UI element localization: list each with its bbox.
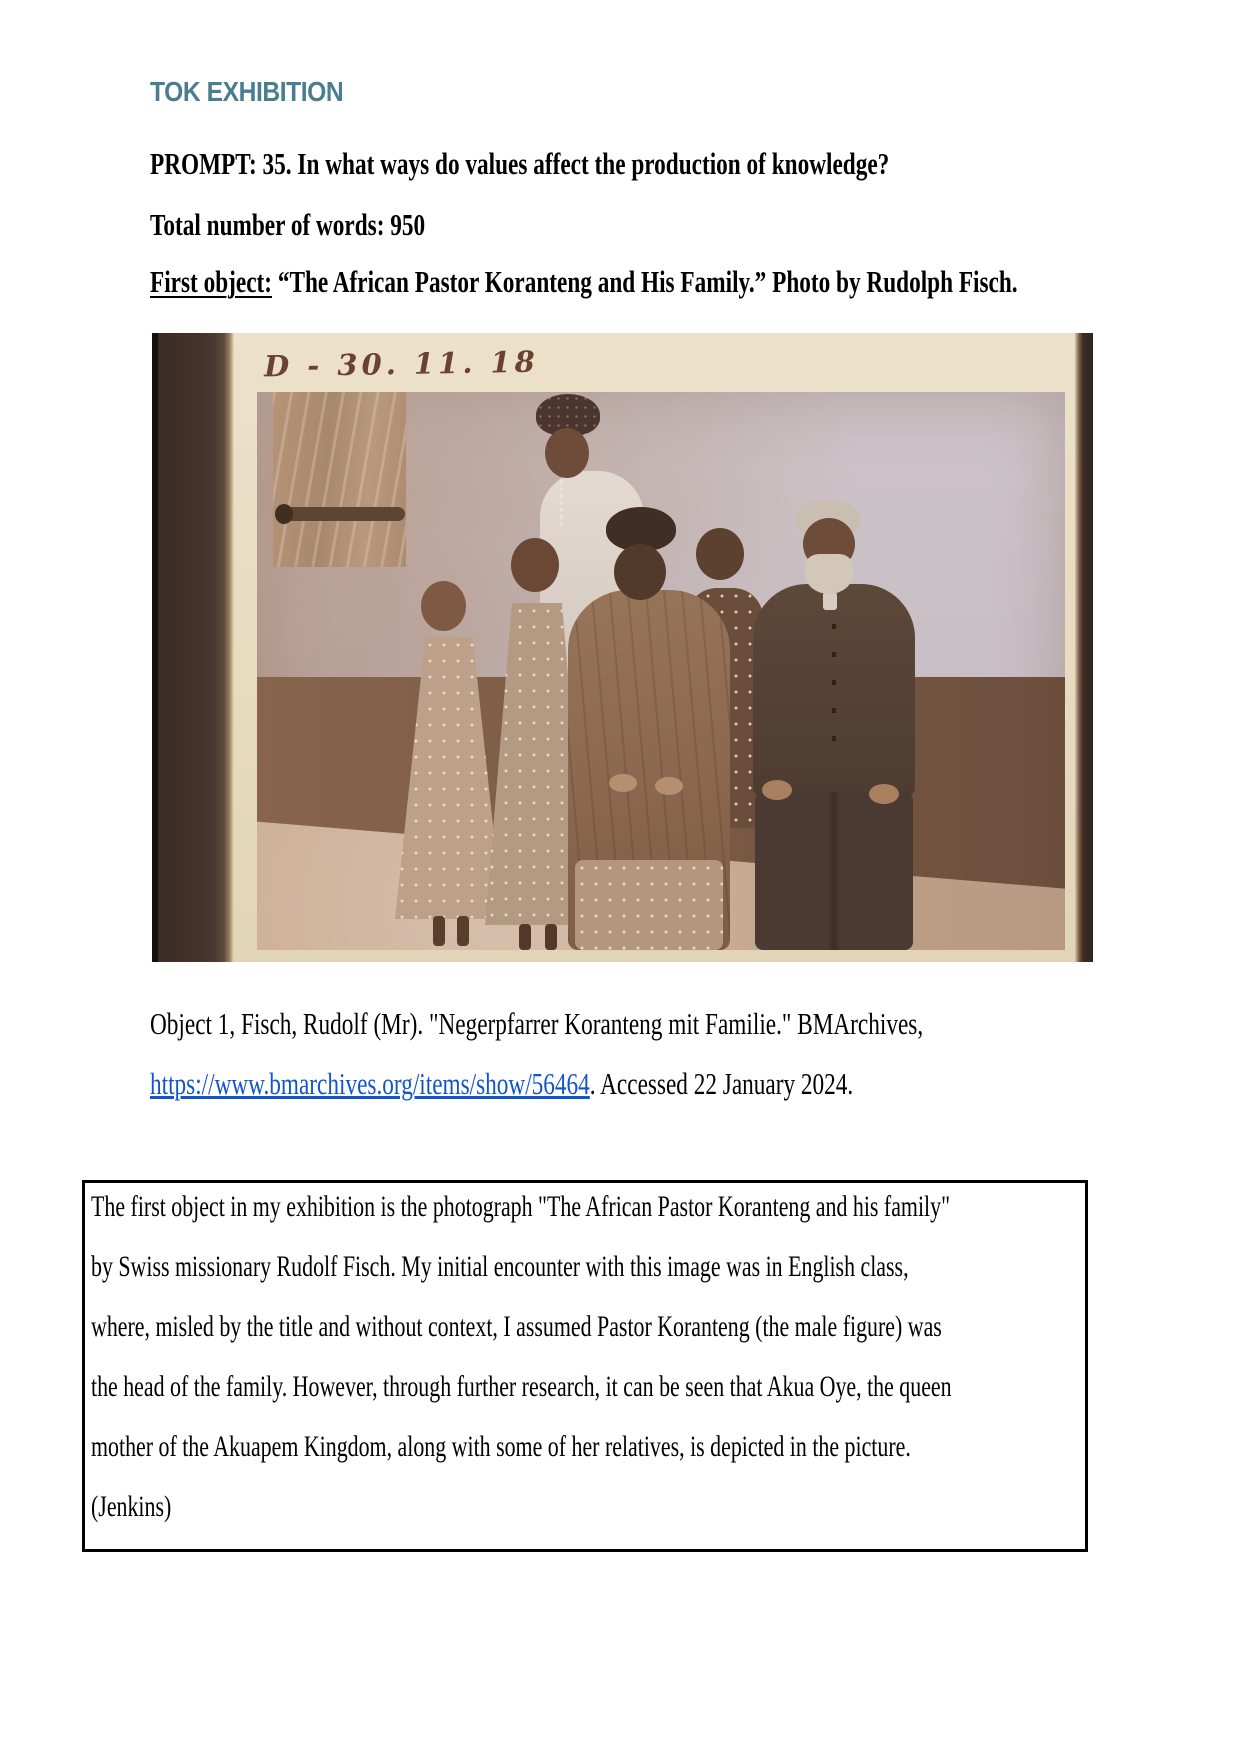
citation-line-1: Object 1, Fisch, Rudolf (Mr). "Negerpfarrer Koranteng mit Familie." BMArchives, [150, 1006, 924, 1041]
figure-child-left-head [421, 581, 466, 631]
commentary-line: (Jenkins) [91, 1490, 172, 1523]
page-title: TOK EXHIBITION [150, 76, 344, 107]
photo-window-shutter [273, 392, 406, 567]
commentary-line: mother of the Akuapem Kingdom, along with some of her relatives, is depicted in the picture. [91, 1430, 911, 1463]
commentary-line: the head of the family. However, through further research, it can be seen that Akua Oye, the queen [91, 1370, 952, 1403]
photo-left-edge-strip [152, 333, 234, 962]
figure-man-buttons [832, 624, 836, 744]
figure-seated-woman-hands [609, 774, 637, 792]
figure-girl-feet [519, 924, 531, 950]
citation-link[interactable]: https://www.bmarchives.org/items/show/56464 [150, 1066, 590, 1101]
photo-handwritten-date: D - 30. 11. 18 [263, 344, 540, 384]
commentary-line: where, misled by the title and without context, I assumed Pastor Koranteng (the male figure) was [91, 1310, 942, 1343]
word-count-line: Total number of words: 950 [150, 207, 426, 242]
photo-shutter-knob [275, 504, 293, 524]
photo-image-area [257, 392, 1065, 950]
archive-photograph [152, 333, 1093, 962]
figure-standing-woman-necklace [560, 480, 563, 526]
first-object-heading [150, 264, 1018, 300]
figure-seated-woman-face [614, 544, 666, 600]
figure-girl-head [511, 538, 559, 592]
first-object-label: First object: [150, 264, 273, 299]
figure-child-left-feet [433, 916, 445, 946]
figure-man-hands [762, 780, 792, 800]
photo-right-edge-strip [1075, 333, 1093, 962]
prompt-heading: PROMPT: 35. In what ways do values affect the production of knowledge? [150, 146, 890, 181]
photo-shutter-bar [283, 507, 405, 521]
first-object-title: “The African Pastor Koranteng and His Family.” Photo by Rudolph Fisch. [272, 264, 1018, 299]
commentary-line: The first object in my exhibition is the photograph "The African Pastor Koranteng and his family" [91, 1190, 951, 1223]
commentary-box [82, 1180, 1088, 1552]
figure-man-legs [755, 792, 913, 950]
commentary-line: by Swiss missionary Rudolf Fisch. My initial encounter with this image was in English class, [91, 1250, 909, 1283]
figure-man-collar [823, 592, 837, 610]
citation-access-date: . Accessed 22 January 2024. [589, 1066, 854, 1101]
figure-child-back-head [696, 528, 744, 580]
figure-man-beard [805, 554, 853, 594]
citation-line-2 [150, 1066, 853, 1102]
figure-seated-woman-skirt [575, 860, 723, 950]
figure-standing-woman-face [545, 428, 589, 478]
